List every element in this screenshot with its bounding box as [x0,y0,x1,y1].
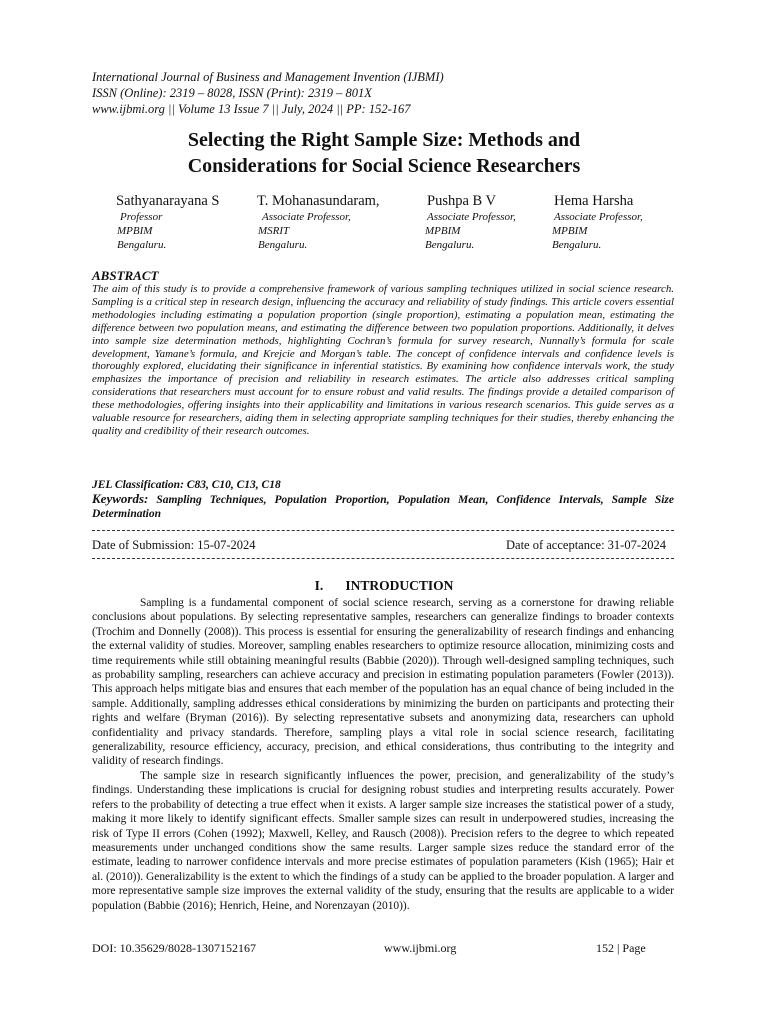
author-role: Professor [120,211,163,223]
submission-date: Date of Submission: 15-07-2024 [92,538,256,552]
author-name: Pushpa B V [427,193,497,209]
keywords-text: Sampling Techniques, Population Proportion, Population Mean, Confidence Intervals, Sample Size Determination [92,494,675,520]
footer-doi: DOI: 10.35629/8028-1307152167 [92,941,256,955]
acceptance-date: Date of acceptance: 31-07-2024 [506,538,666,552]
author-role: Associate Professor, [554,211,643,223]
journal-name: International Journal of Business and Management Invention (IJBMI) [92,70,444,84]
keywords-label: Keywords: [92,491,149,506]
author-org: MPBIM [117,225,153,237]
abstract-text: The aim of this study is to provide a comprehensive framework of various sampling techniques utilized in social science research. Sampling is a critical step in research design, influencing the accuracy and reliability of study findings. This article covers essential methodologies including estimating a population proportion (single proportion), estimating a population mean, estimating the difference between two population means, and estimating the difference between two population proportions. Additionally, it delves into sample size determination methods, highlighting Cochran’s formula for survey research, Nunnally’s formula for scale development, Yamane’s formula, and Krejcie and Morgan’s table. The concept of confidence intervals and confidence levels is thoroughly explored, elucidating their significance in inferential statistics. By examining how confidence intervals work, the study emphasizes the importance of precision and reliability in research estimates. The article also addresses critical sampling considerations that researchers must account for to ensure robust and valid results. The findings provide a detailed comparison of these methodologies, offering insights into their applicability and limitations in various research scenarios. This guide serves as a valuable resource for researchers, aiding them in selecting appropriate sampling techniques for their studies, thereby enhancing the quality and credibility of their research outcomes. [92,283,674,437]
journal-issn: ISSN (Online): 2319 – 8028, ISSN (Print): 2319 – 801X [92,86,372,100]
jel-classification: JEL Classification: C83, C10, C13, C18 [92,479,281,491]
author-name: T. Mohanasundaram, [257,193,380,209]
introduction-body [92,596,674,913]
paragraph: Sampling is a fundamental component of social science research, serving as a cornerstone for drawing reliable conclusions about populations. By selecting representative samples, researchers can generalize findings to broader contexts (Trochim and Donnelly (2008)). This process is essential for ensuring the generalizability of research findings and enhancing the external validity of studies. Moreover, sampling enables researchers to optimize resource allocation, minimizing costs and time requirements while still obtaining meaningful results (Babbie (2020)). Through well-designed sampling techniques, such as probability sampling, researchers can achieve accuracy and precision in estimating population parameters (Fowler (2013)). This approach helps mitigate bias and ensures that each member of the population has an equal chance of being included in the sample. Additionally, sampling addresses ethical considerations by minimizing the burden on participants and protecting their rights and welfare (Bryman (2016)). By selecting representative subsets and anonymizing data, researchers can uphold confidentiality and privacy standards. Therefore, sampling plays a vital role in social science research, facilitating generalizability, resource efficiency, accuracy, precision, and ethical considerations, thus contributing to the integrity and validity of research findings. [92,597,674,768]
abstract-heading: ABSTRACT [92,268,159,283]
author-org: MPBIM [425,225,461,237]
author-city: Bengaluru. [117,239,167,251]
author-city: Bengaluru. [258,239,308,251]
divider [92,530,674,531]
section-title: INTRODUCTION [345,578,454,593]
paper-title-line-2: Considerations for Social Science Researchers [187,155,581,177]
author-city: Bengaluru. [425,239,475,251]
author-role: Associate Professor, [427,211,516,223]
author-org: MSRIT [258,225,290,237]
author-name: Sathyanarayana S [116,193,220,209]
paragraph: The sample size in research significantly influences the power, precision, and generalizability of the study’s findings. Understanding these implications is crucial for designing robust studies and interpreting results accurately. Power refers to the probability of detecting a true effect when it exists. A larger sample size increases the statistical power of a study, making it more likely to identify significant effects. Smaller sample sizes can result in underpowered studies, increasing the risk of Type II errors (Cohen (1992); Maxwell, Kelley, and Rausch (2008)). Precision refers to the degree to which repeated measurements under unchanged conditions show the same results. Larger sample sizes reduce the standard error of the estimate, leading to narrower confidence intervals and more precise estimates of population parameters (Kish (1965); Hair et al. (2010)). Generalizability is the extent to which the findings of a study can be applied to the broader population. A larger and more representative sample size improves the external validity of the study, ensuring that the results are applicable to a wider population (Babbie (2016); Henrich, Heine, and Norenzayan (2010)). [92,769,674,912]
journal-volume: www.ijbmi.org || Volume 13 Issue 7 || July, 2024 || PP: 152-167 [92,102,411,116]
author-org: MPBIM [552,225,588,237]
paper-title-line-1: Selecting the Right Sample Size: Methods and [187,129,581,151]
author-name: Hema Harsha [554,193,634,209]
divider [92,558,674,559]
author-city: Bengaluru. [552,239,602,251]
footer-site: www.ijbmi.org [384,941,457,955]
author-role: Associate Professor, [262,211,351,223]
section-heading [0,578,768,594]
section-number: I. [314,578,324,593]
footer-page: 152 | Page [596,941,646,955]
keywords [92,492,674,521]
